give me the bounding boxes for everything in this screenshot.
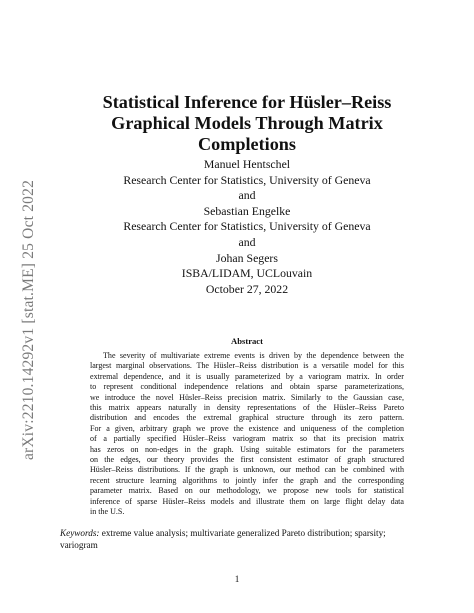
author-name: Manuel Hentschel <box>203 157 291 171</box>
author-name: Johan Segers <box>216 250 278 265</box>
keywords-text: extreme value analysis; multivariate generalized Pareto distribution; sparsity; <box>99 528 386 538</box>
paper-title <box>60 92 434 155</box>
abstract-line: inference of sparse Hüsler–Reiss models and illustrate them on large flight delay data <box>90 496 404 506</box>
abstract-line: parameter matrix. Based on our methodology, we propose new tools for statistical <box>90 486 404 496</box>
page-number: 1 <box>234 574 240 584</box>
title-line: Statistical Inference for Hüsler–Reiss <box>102 92 392 112</box>
author-affiliation: Research Center for Statistics, University of Geneva <box>123 172 371 187</box>
keywords-label: Keywords: <box>60 528 100 538</box>
title-line: Completions <box>197 134 296 154</box>
author-name: Sebastian Engelke <box>203 203 291 218</box>
author-separator: and <box>238 188 256 203</box>
abstract-line: distribution and encodes the extremal graphical structure through its zero pattern. <box>90 413 404 423</box>
abstract-line: Hüsler–Reiss distributions. If the graph is unknown, our method can be combined with <box>90 465 404 475</box>
abstract-line: on the edges, our theory provides the first consistent estimator of graph structured <box>90 455 404 465</box>
abstract-line: recent structure learning algorithms to jointly infer the graph and the corresponding <box>90 475 404 485</box>
abstract-line: extremal dependence, and it is usually parameterized by a variogram matrix. In order <box>90 371 404 381</box>
title-line: Graphical Models Through Matrix <box>111 113 383 133</box>
abstract-line: The severity of multivariate extreme events is driven by the dependence between the <box>103 351 404 360</box>
author-affiliation: ISBA/LIDAM, UCLouvain <box>181 266 313 281</box>
author-affiliation: Research Center for Statistics, University of Geneva <box>123 219 371 234</box>
abstract-heading: Abstract <box>231 336 263 346</box>
arxiv-identifier-text: arXiv:2210.14292v1 [stat.ME] 25 Oct 2022 <box>20 179 37 461</box>
abstract-line: this matrix appears naturally in density representations of the Hüsler–Reiss Pareto <box>90 403 404 413</box>
arxiv-identifier-stamp <box>19 150 39 490</box>
abstract-line: For a given, arbitrary graph we prove the existence and uniqueness of the completion <box>90 423 404 433</box>
keywords-line <box>60 528 446 540</box>
abstract-line: of a partially specified Hüsler–Reiss variogram matrix so that its precision matrix <box>90 434 404 444</box>
abstract-body <box>90 351 404 518</box>
abstract-line: we introduce the novel Hüsler–Reiss precision matrix. Similarly to the Gaussian case, <box>90 392 404 402</box>
keywords-block <box>60 528 446 551</box>
abstract-line: has zeros on non-edges in the graph. Using suitable estimators for the parameters <box>90 444 404 454</box>
abstract-line: in the U.S. <box>90 507 125 517</box>
abstract-line: largest marginal observations. The Hüsler–Reiss distribution is a versatile model for this <box>90 361 404 371</box>
keywords-line: variogram <box>60 539 98 550</box>
paper-date: October 27, 2022 <box>205 282 289 296</box>
abstract-line: to represent conditional independence relations and obtain sparse parameterizations, <box>90 382 404 392</box>
author-separator: and <box>238 234 256 249</box>
author-block <box>60 157 434 282</box>
